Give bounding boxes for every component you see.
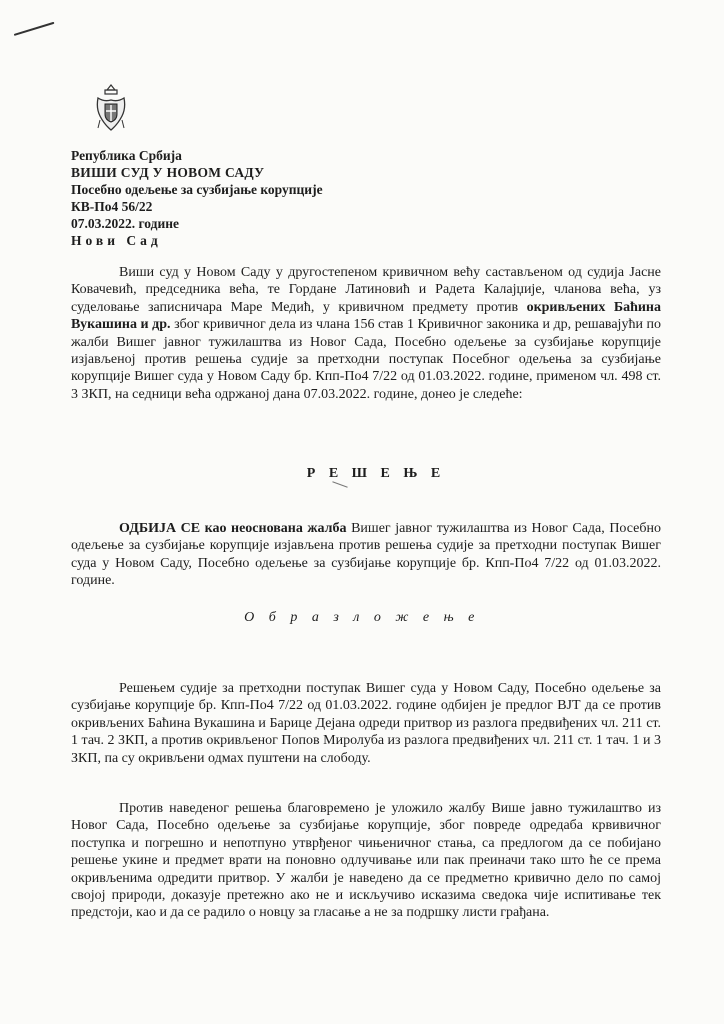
reasoning-title: О б р а з л о ж е њ е bbox=[244, 610, 480, 625]
republic-name: Република Србија bbox=[71, 148, 182, 163]
document-date: 07.03.2022. године bbox=[71, 216, 180, 231]
reasoning-paragraph-2 bbox=[71, 800, 661, 922]
decision-text: Вишег јавног тужилаштва из Новог Сада, Посебно одељење за сузбијање корупције изјављена против решења судије за претходни поступак Вишег суда у Новом Саду, Посебно одељење за сузбијање корупције бр. Кпп-По4 7/22 од 01.03.2022. године. bbox=[71, 521, 661, 589]
decision-title: Р Е Ш Е Њ Е bbox=[306, 466, 446, 481]
reasoning-paragraph-1 bbox=[71, 680, 661, 767]
intro-text-2: због кривичног дела из члана 156 став 1 Кривичног законика и др, решавајући по жалби Вишег јавног тужилаштва из Новог Сада, Посебно одељење за сузбијање корупције изјављеној против решења судије за претходни поступак Посебног одељења за сузбијање корупције Вишег суда у Новом Саду бр. Кпп-По4 7/22 од 01.03.2022. године, применом чл. 498 ст. 3 ЗКП, на седници већа одржаној дана 07.03.2022. године, донео је следеће: bbox=[71, 317, 661, 402]
city-name: Нови Сад bbox=[71, 233, 162, 248]
intro-paragraph bbox=[71, 264, 661, 403]
case-number: КВ-По4 56/22 bbox=[71, 199, 153, 214]
court-name: ВИШИ СУД У НОВОМ САДУ bbox=[71, 165, 265, 180]
department-name: Посебно одељење за сузбијање корупције bbox=[71, 182, 323, 197]
pen-mark bbox=[14, 22, 55, 36]
document-header bbox=[71, 147, 323, 249]
decision-paragraph bbox=[71, 520, 661, 590]
decision-bold: ОДБИЈА СЕ као неоснована жалба bbox=[119, 521, 347, 536]
reasoning-text-2: Против наведеног решења благовремено је уложило жалбу Више јавно тужилаштво из Новог Сада, Посебно одељење за сузбијање корупције, због повреде одредаба крвивичног поступка и погрешно и непотпуно утврђеног чињеничног стања, са предлогом да се побијано решење укине и предмет врати на поновно одлучивање или пак преиначи тако што ће се према окривљенима одредити притвор. У жалби је наведено да се предметно кривично дело по самој својој природи, доказује претежно ако не и искључиво исказима сведока чије испитивање тек предстоји, као и да се радило о новцу за гласање а не за подршку листи грађана. bbox=[71, 801, 661, 921]
pen-tick bbox=[332, 481, 347, 487]
serbia-coat-of-arms-icon bbox=[94, 84, 128, 134]
reasoning-text-1: Решењем судије за претходни поступак Вишег суда у Новом Саду, Посебно одељење за сузбијање корупције бр. Кпп-По4 7/22 од 01.03.2022. године одбијен је предлог ВЈТ да се против окривљених Баћина Вукашина и Барице Дејана одреди притвор из разлога предвиђених чл. 211 ст. 1 тач. 2 ЗКП, а против окривљеног Попов Миролуба из разлога предвиђених чл. 211 ст. 1 тач. 1 и 3 ЗКП, па су окривљени одмах пуштени на слободу. bbox=[71, 681, 661, 766]
intro-text-1: Виши суд у Новом Саду у другостепеном кривичном већу састављеном од судија Јасне Ковачевић, председника већа, те Гордане Латиновић и Радета Калајџије, чланова већа, уз суделовање записничара Маре Медић, у кривичном предмету против bbox=[71, 265, 661, 315]
intro-defendants: окривљених Баћина Вукашина и др. bbox=[71, 299, 661, 333]
